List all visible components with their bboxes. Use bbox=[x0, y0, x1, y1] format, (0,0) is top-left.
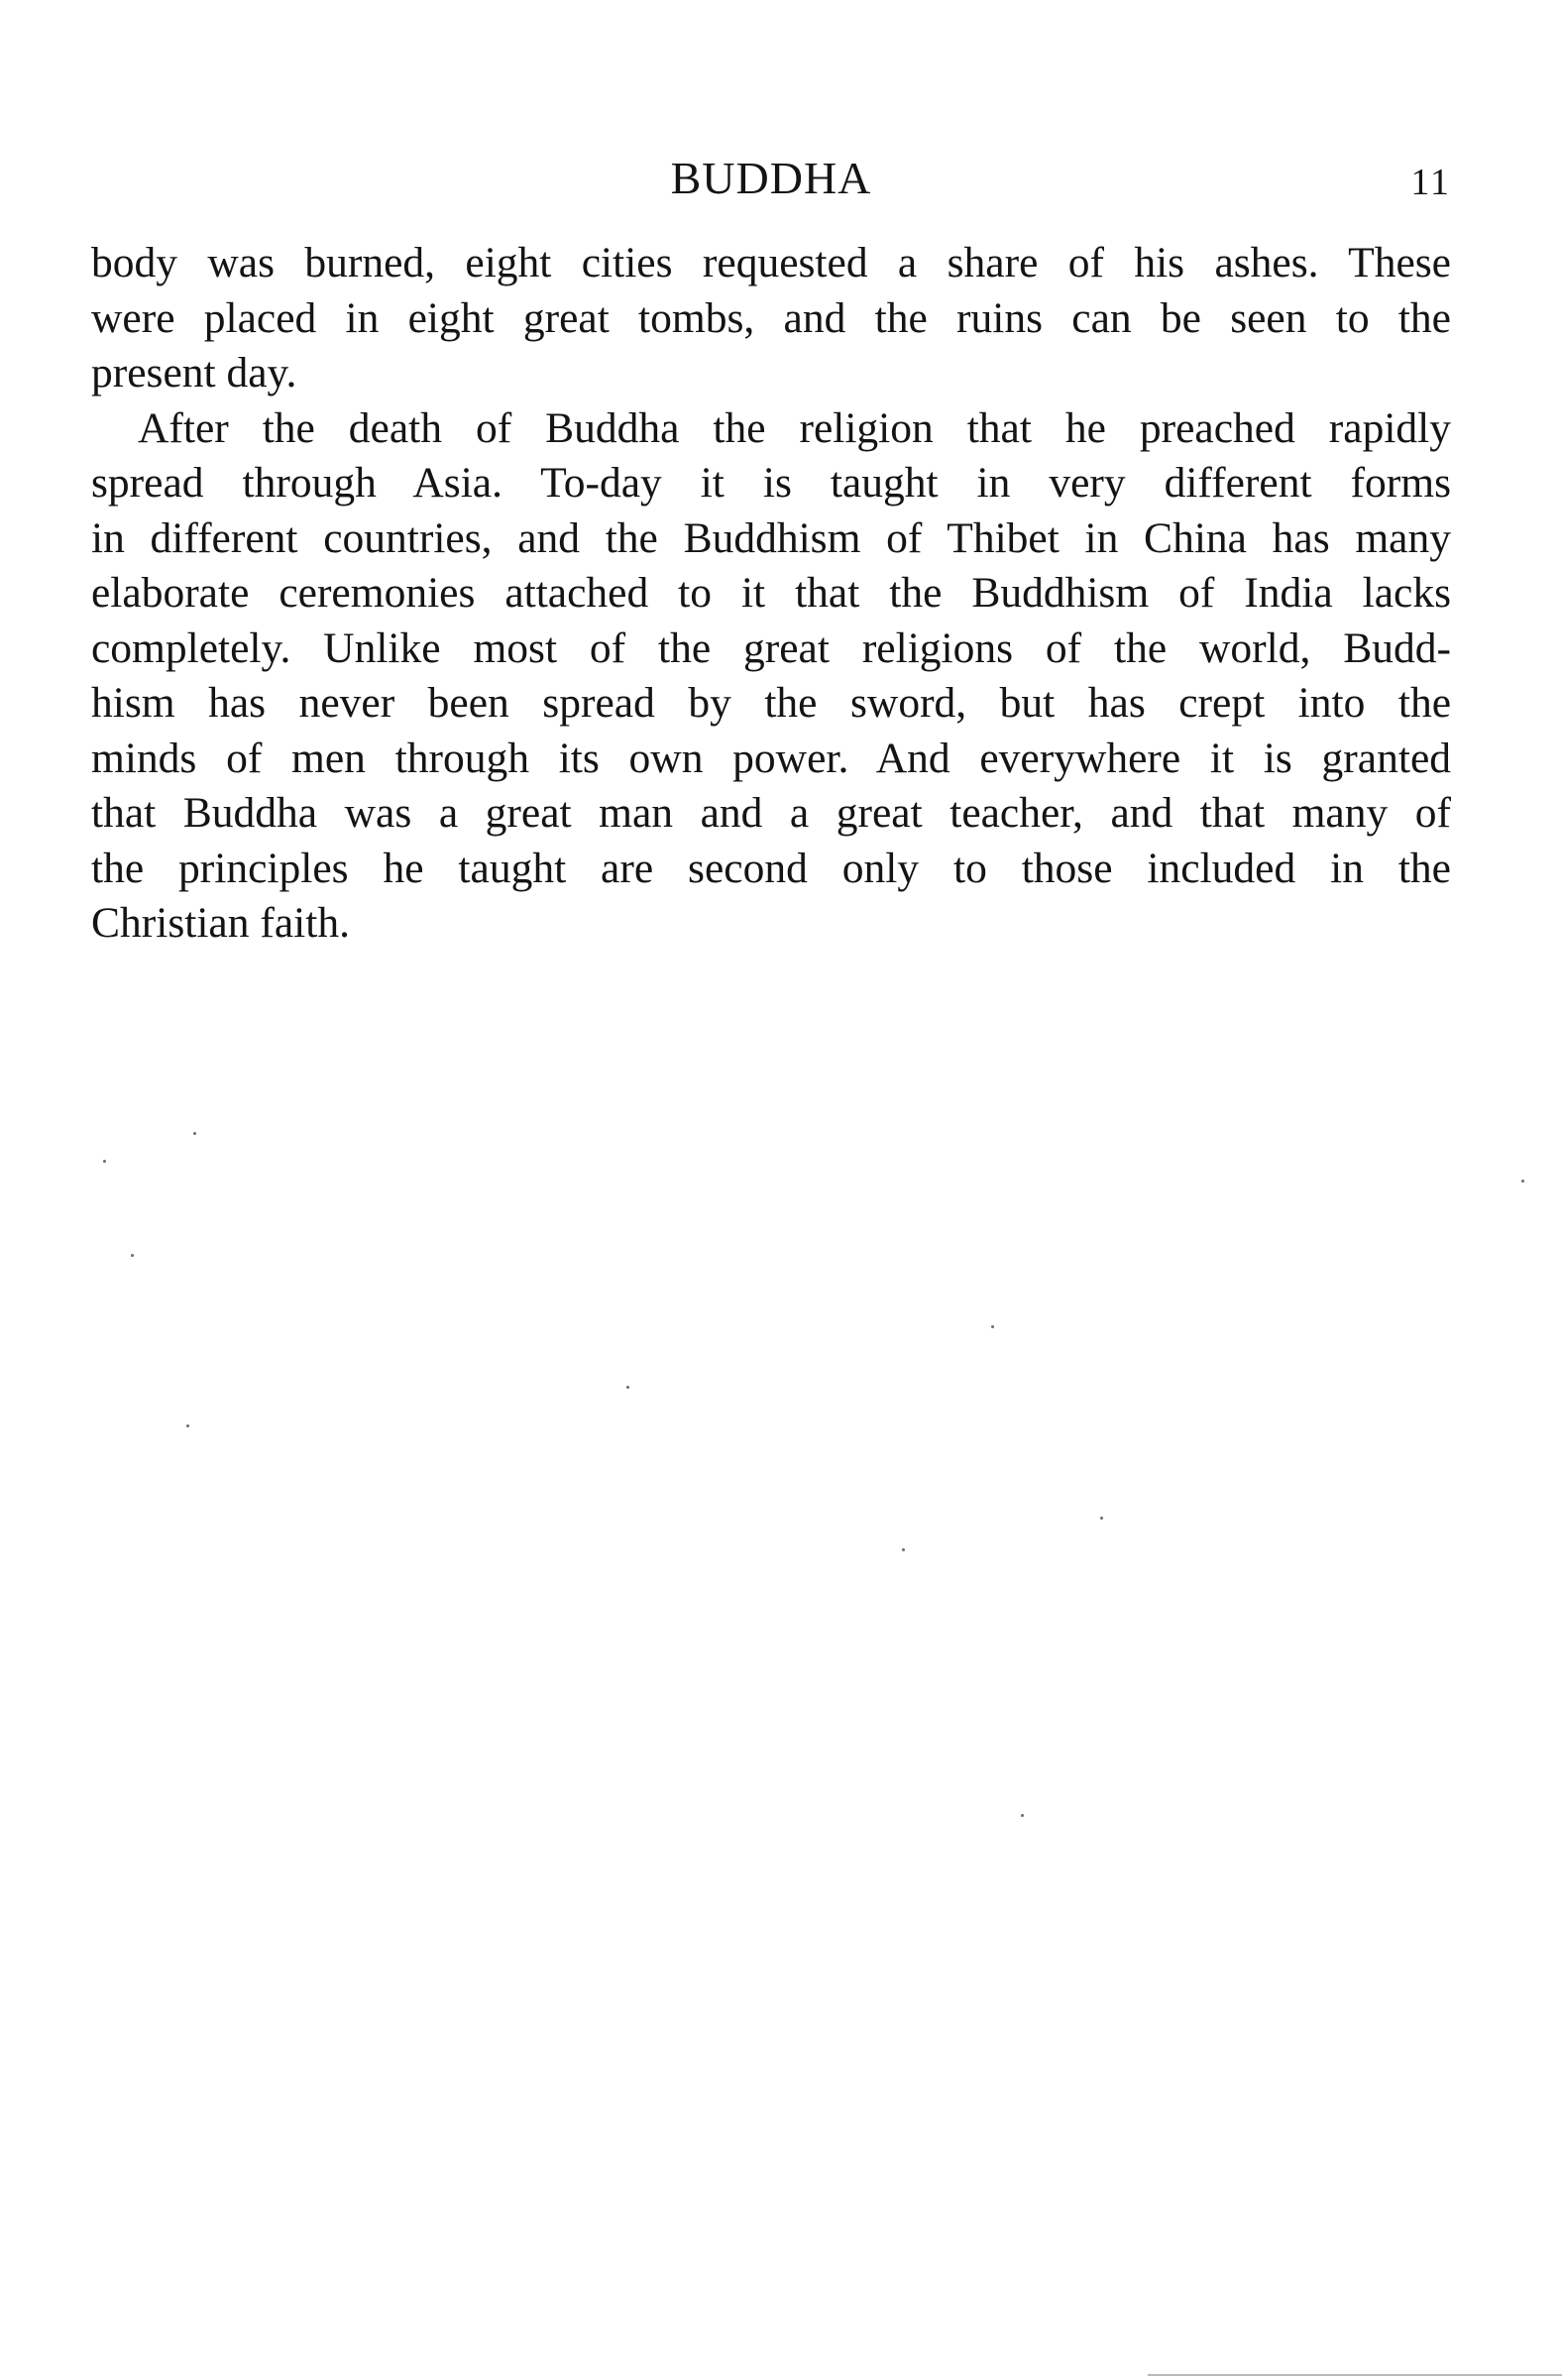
text-line: hism has never been spread by the sword, but has crept into the bbox=[91, 679, 1451, 727]
scan-speck bbox=[131, 1254, 134, 1257]
text-line: the principles he taught are second only to those included in the bbox=[91, 844, 1451, 892]
text-line: elaborate ceremonies attached to it that the Buddhism of India lacks bbox=[91, 569, 1451, 617]
scan-speck bbox=[103, 1160, 106, 1163]
text-line: that Buddha was a great man and a great teacher, and that many of bbox=[91, 789, 1451, 837]
paragraph-1 bbox=[91, 236, 1451, 401]
paragraph-2 bbox=[91, 401, 1451, 952]
text-line: spread through Asia. To-day it is taught in very different forms bbox=[91, 459, 1451, 507]
text-line: completely. Unlike most of the great religions of the world, Budd- bbox=[91, 623, 1451, 672]
scan-edge-line bbox=[1148, 2374, 1562, 2376]
text-line: After the death of Buddha the religion that he preached rapidly bbox=[138, 403, 1451, 452]
body-text bbox=[91, 236, 1451, 952]
scan-speck bbox=[902, 1548, 905, 1551]
scan-speck bbox=[193, 1132, 196, 1135]
scan-speck bbox=[1521, 1180, 1524, 1183]
text-line: present day. bbox=[91, 349, 297, 397]
scan-speck bbox=[1021, 1814, 1024, 1817]
page-number: 11 bbox=[1410, 162, 1451, 203]
running-title: BUDDHA bbox=[670, 153, 872, 203]
text-line: minds of men through its own power. And everywhere it is granted bbox=[91, 734, 1451, 782]
running-head bbox=[91, 149, 1451, 208]
scan-speck bbox=[1100, 1517, 1103, 1520]
scan-speck bbox=[186, 1424, 189, 1427]
scan-speck bbox=[991, 1325, 994, 1328]
text-line: body was burned, eight cities requested a share of his ashes. These bbox=[91, 239, 1451, 286]
text-line: in different countries, and the Buddhism of Thibet in China has many bbox=[91, 513, 1451, 562]
scan-speck bbox=[626, 1386, 629, 1389]
text-line: were placed in eight great tombs, and the ruins can be seen to the bbox=[91, 293, 1451, 342]
text-line: Christian faith. bbox=[91, 899, 350, 947]
